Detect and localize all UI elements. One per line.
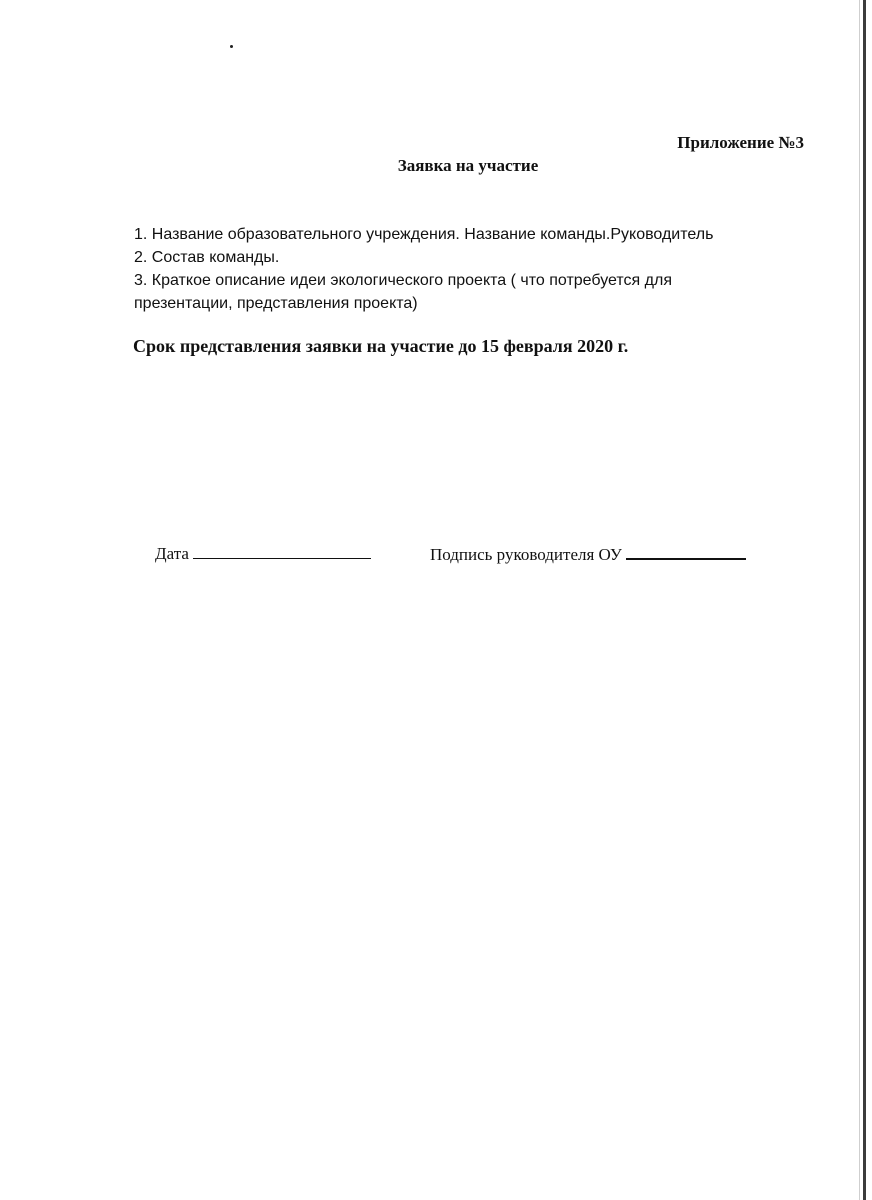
signature-label: Подпись руководителя ОУ xyxy=(430,545,622,564)
signature-field-row xyxy=(430,540,746,565)
list-item: 1. Название образовательного учреждения. Название команды.Руководитель xyxy=(134,226,714,243)
signature-blank-line[interactable] xyxy=(626,540,746,560)
date-field-row xyxy=(155,540,371,564)
deadline-text: Срок представления заявки на участие до 15 февраля 2020 г. xyxy=(133,336,629,356)
document-title: Заявка на участие xyxy=(397,156,539,175)
list-item: 2. Состав команды. xyxy=(134,249,280,266)
appendix-label: Приложение №3 xyxy=(677,133,804,152)
requirements-list xyxy=(134,223,814,315)
date-label: Дата xyxy=(155,544,189,563)
scan-border-shadow xyxy=(859,0,860,1200)
scan-speck xyxy=(230,45,233,48)
list-item: презентации, представления проекта) xyxy=(134,295,418,312)
list-item: 3. Краткое описание идеи экологического проекта ( что потребуется для xyxy=(134,272,672,289)
date-blank-line[interactable] xyxy=(193,540,371,559)
scan-border-edge xyxy=(863,0,866,1200)
